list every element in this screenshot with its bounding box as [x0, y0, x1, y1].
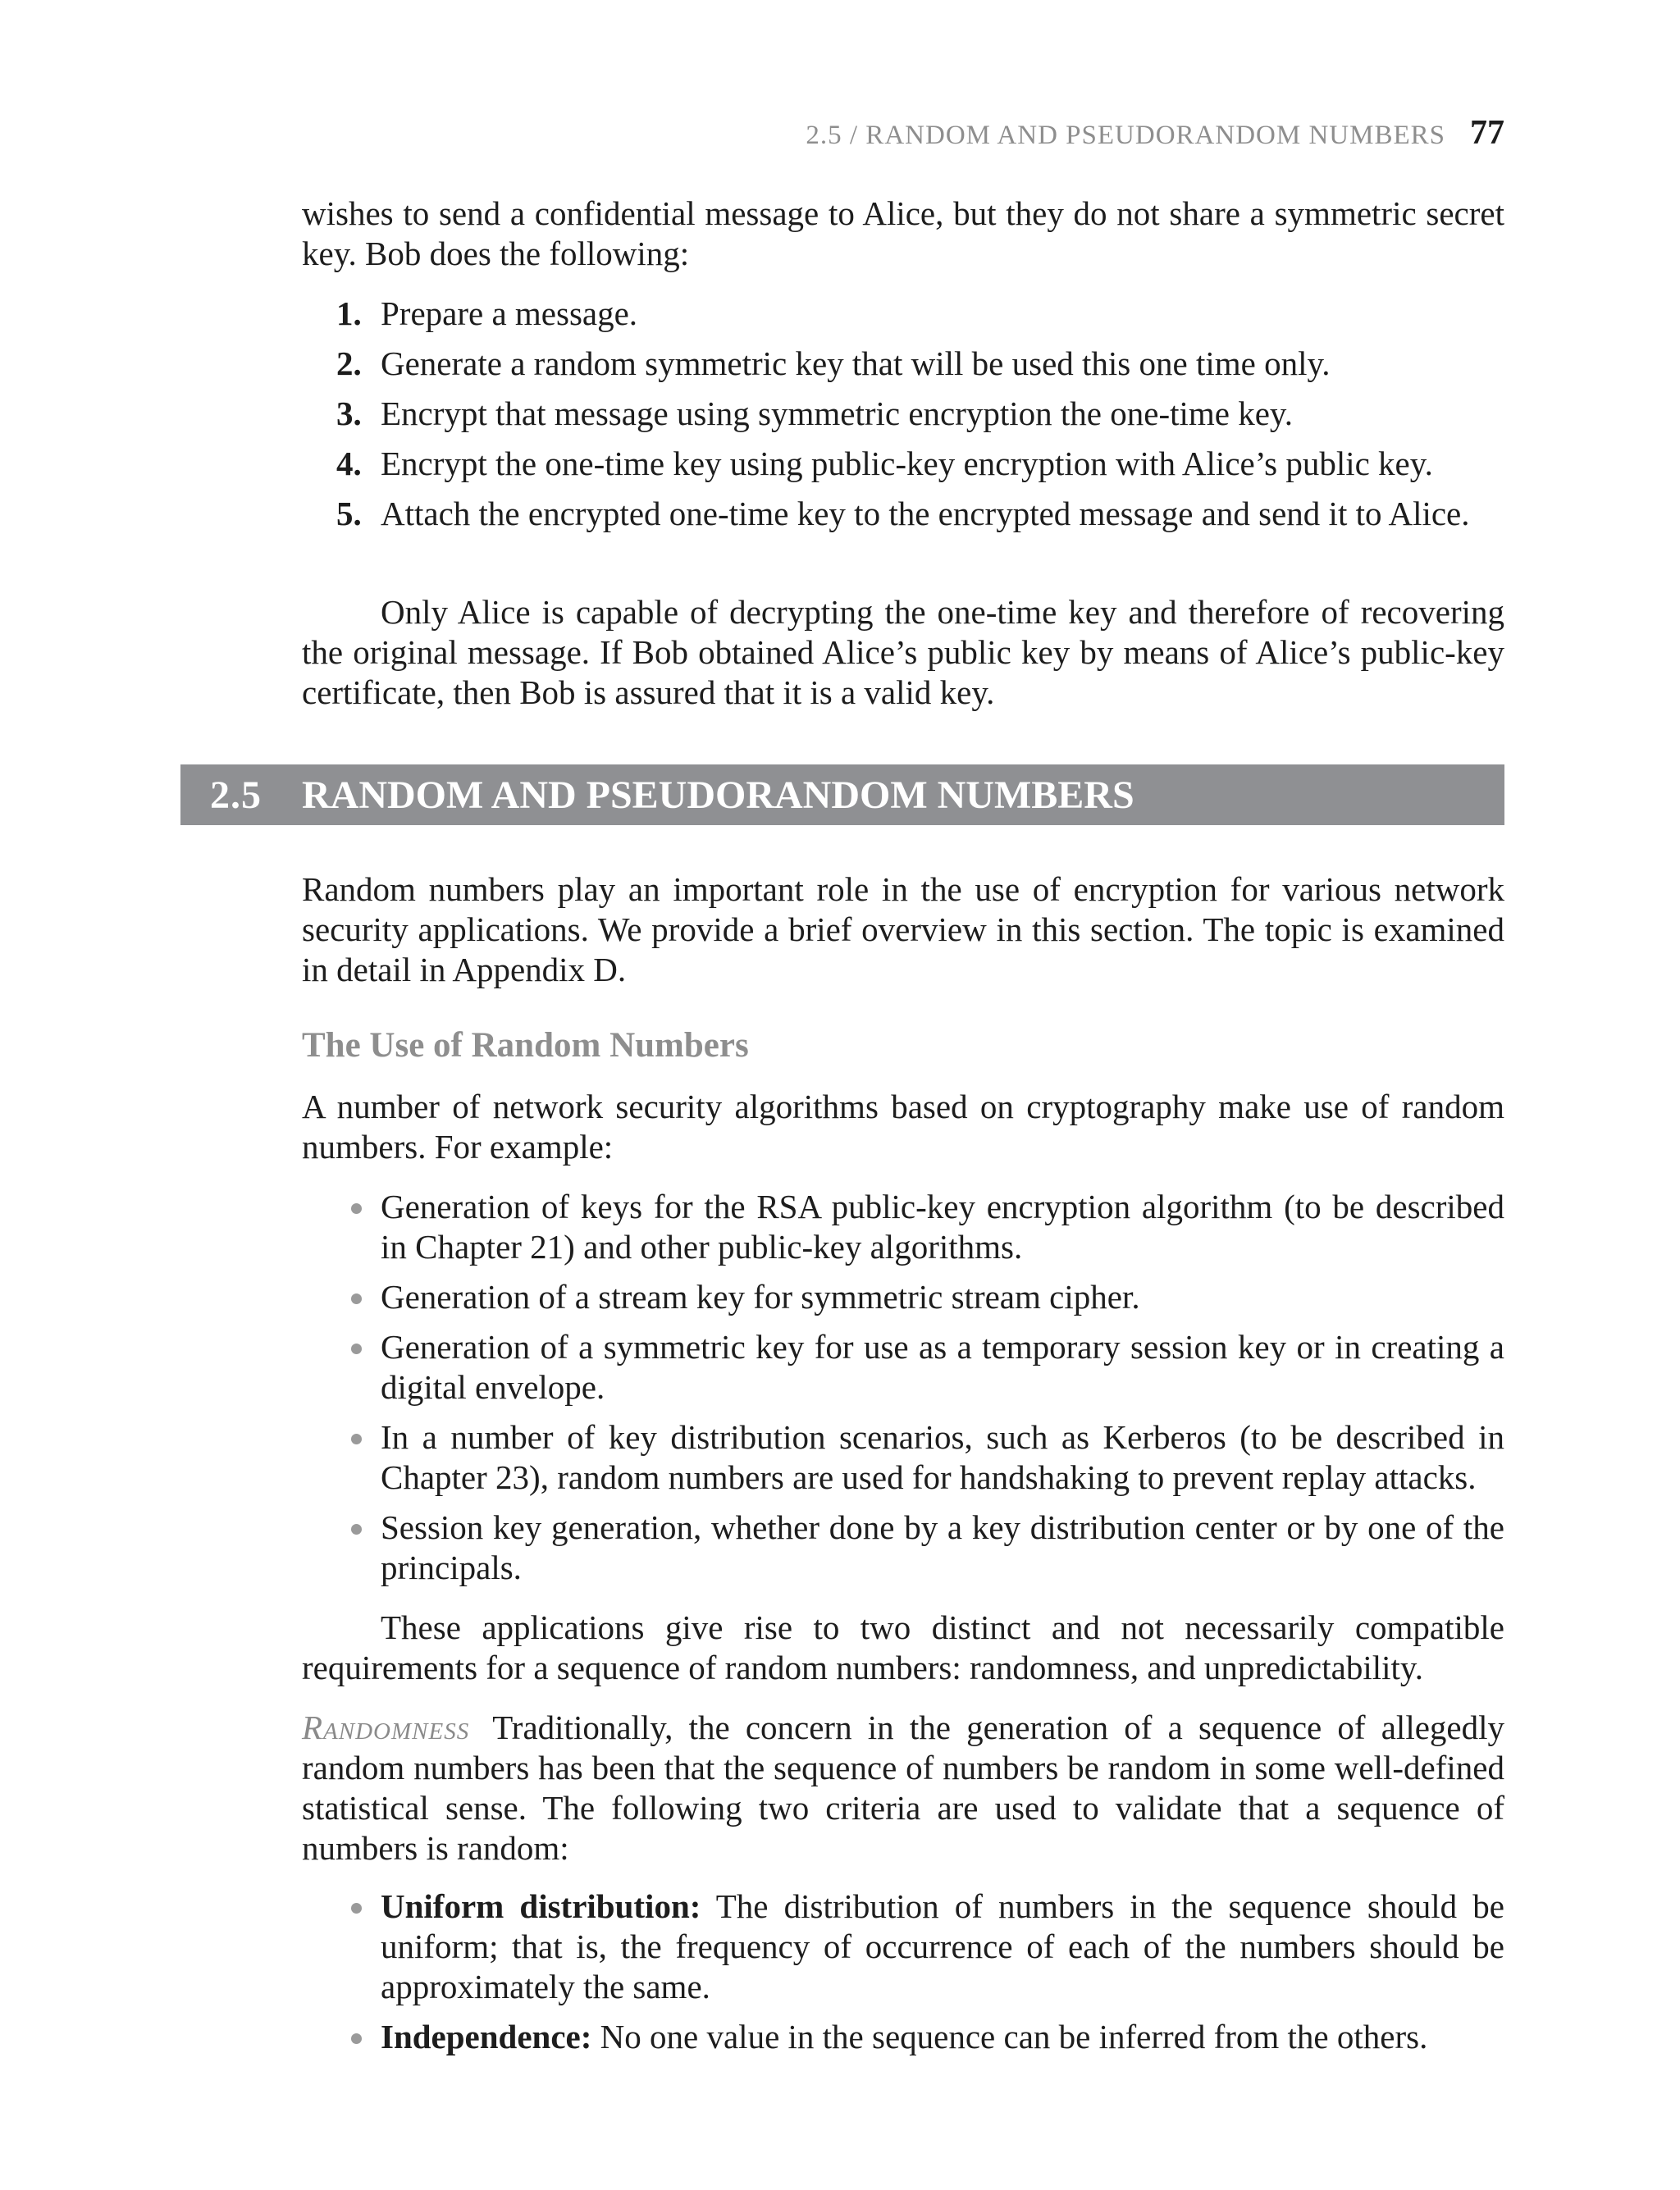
- criteria-bullet-list: [302, 1887, 1504, 2057]
- bullet-icon: [351, 1344, 362, 1354]
- bullet-icon: [351, 1203, 362, 1214]
- list-item: [302, 294, 1504, 334]
- randomness-label: Randomness: [302, 1709, 470, 1746]
- step-text: Generate a random symmetric key that will be used this one time only.: [381, 344, 1331, 382]
- list-item: [302, 1417, 1504, 1498]
- bullet-text: Session key generation, whether done by a key distribution center or by one of the principals.: [381, 1508, 1504, 1586]
- list-item: [302, 494, 1504, 534]
- step-text: Encrypt that message using symmetric encryption the one-time key.: [381, 395, 1294, 432]
- running-head: 2.5 / RANDOM AND PSEUDORANDOM NUMBERS: [806, 121, 1445, 150]
- criterion-term: Uniform distribution:: [381, 1887, 701, 1925]
- after-bullets-paragraph: These applications give rise to two distinct and not necessarily compatible requirements for a sequence of random numbers: randomness, and unpredictability.: [302, 1608, 1504, 1686]
- step-number: 2.: [336, 344, 362, 382]
- step-text: Prepare a message.: [381, 294, 638, 332]
- criterion-text: No one value in the sequence can be inferred from the others.: [600, 2018, 1428, 2055]
- steps-list: [302, 294, 1504, 534]
- bullet-text: Generation of a symmetric key for use as a temporary session key or in creating a digital envelope.: [381, 1328, 1504, 1406]
- step-number: 4.: [336, 445, 362, 482]
- intro-paragraph: wishes to send a confidential message to Alice, but they do not share a symmetric secret key. Bob does the following:: [302, 194, 1504, 272]
- step-text: Encrypt the one-time key using public-key encryption with Alice’s public key.: [381, 445, 1433, 482]
- step-text: Attach the encrypted one-time key to the encrypted message and send it to Alice.: [381, 495, 1470, 532]
- uses-bullet-list: [302, 1187, 1504, 1588]
- list-item: [302, 1277, 1504, 1317]
- subsection-intro-paragraph: A number of network security algorithms based on cryptography make use of random numbers. For example:: [302, 1088, 1504, 1166]
- randomness-text: Traditionally, the concern in the generation of a sequence of allegedly random numbers has been that the sequence of numbers be random in some well-defined statistical sense. The following two criteria are used to validate that a sequence of numbers is random:: [302, 1709, 1504, 1867]
- section-intro-paragraph: Random numbers play an important role in the use of encryption for various network security applications. We provide a brief overview in this section. The topic is examined in detail in Appendix D.: [302, 870, 1504, 988]
- section-heading-bar: [180, 764, 1504, 825]
- section-number: 2.5: [210, 773, 262, 817]
- list-item: [302, 394, 1504, 434]
- list-item: [302, 2017, 1504, 2057]
- criterion-text: The distribution of numbers in the sequence should be uniform; that is, the frequency of occurrence of each of the numbers should be approximately the same.: [381, 1887, 1504, 2005]
- section-title: RANDOM AND PSEUDORANDOM NUMBERS: [302, 773, 1134, 817]
- bullet-text: Generation of a stream key for symmetric stream cipher.: [381, 1278, 1140, 1316]
- bullet-icon: [351, 1434, 362, 1444]
- bullet-icon: [351, 1293, 362, 1304]
- bullet-icon: [351, 1524, 362, 1535]
- bullet-icon: [351, 1903, 362, 1914]
- page-number: 77: [1470, 114, 1504, 152]
- list-item: [302, 1887, 1504, 2007]
- bullet-text: Generation of keys for the RSA public-key encryption algorithm (to be described in Chapter 21) and other public-key algorithms.: [381, 1188, 1504, 1266]
- step-number: 3.: [336, 395, 362, 432]
- after-steps-paragraph: Only Alice is capable of decrypting the one-time key and therefore of recovering the original message. If Bob obtained Alice’s public key by means of Alice’s public-key certificate, then Bob is assured that it is a valid key.: [302, 593, 1504, 711]
- step-number: 5.: [336, 495, 362, 532]
- bullet-text: In a number of key distribution scenarios, such as Kerberos (to be described in Chapter 23), random numbers are used for handshaking to prevent replay attacks.: [381, 1418, 1504, 1496]
- list-item: [302, 444, 1504, 484]
- list-item: [302, 1508, 1504, 1588]
- list-item: [302, 1327, 1504, 1408]
- step-number: 1.: [336, 294, 362, 332]
- list-item: [302, 1187, 1504, 1267]
- page-header: [302, 113, 1504, 156]
- criterion-term: Independence:: [381, 2018, 592, 2055]
- bullet-icon: [351, 2033, 362, 2044]
- subsection-title: The Use of Random Numbers: [302, 1026, 749, 1065]
- list-item: [302, 344, 1504, 384]
- randomness-paragraph: [302, 1708, 1504, 1868]
